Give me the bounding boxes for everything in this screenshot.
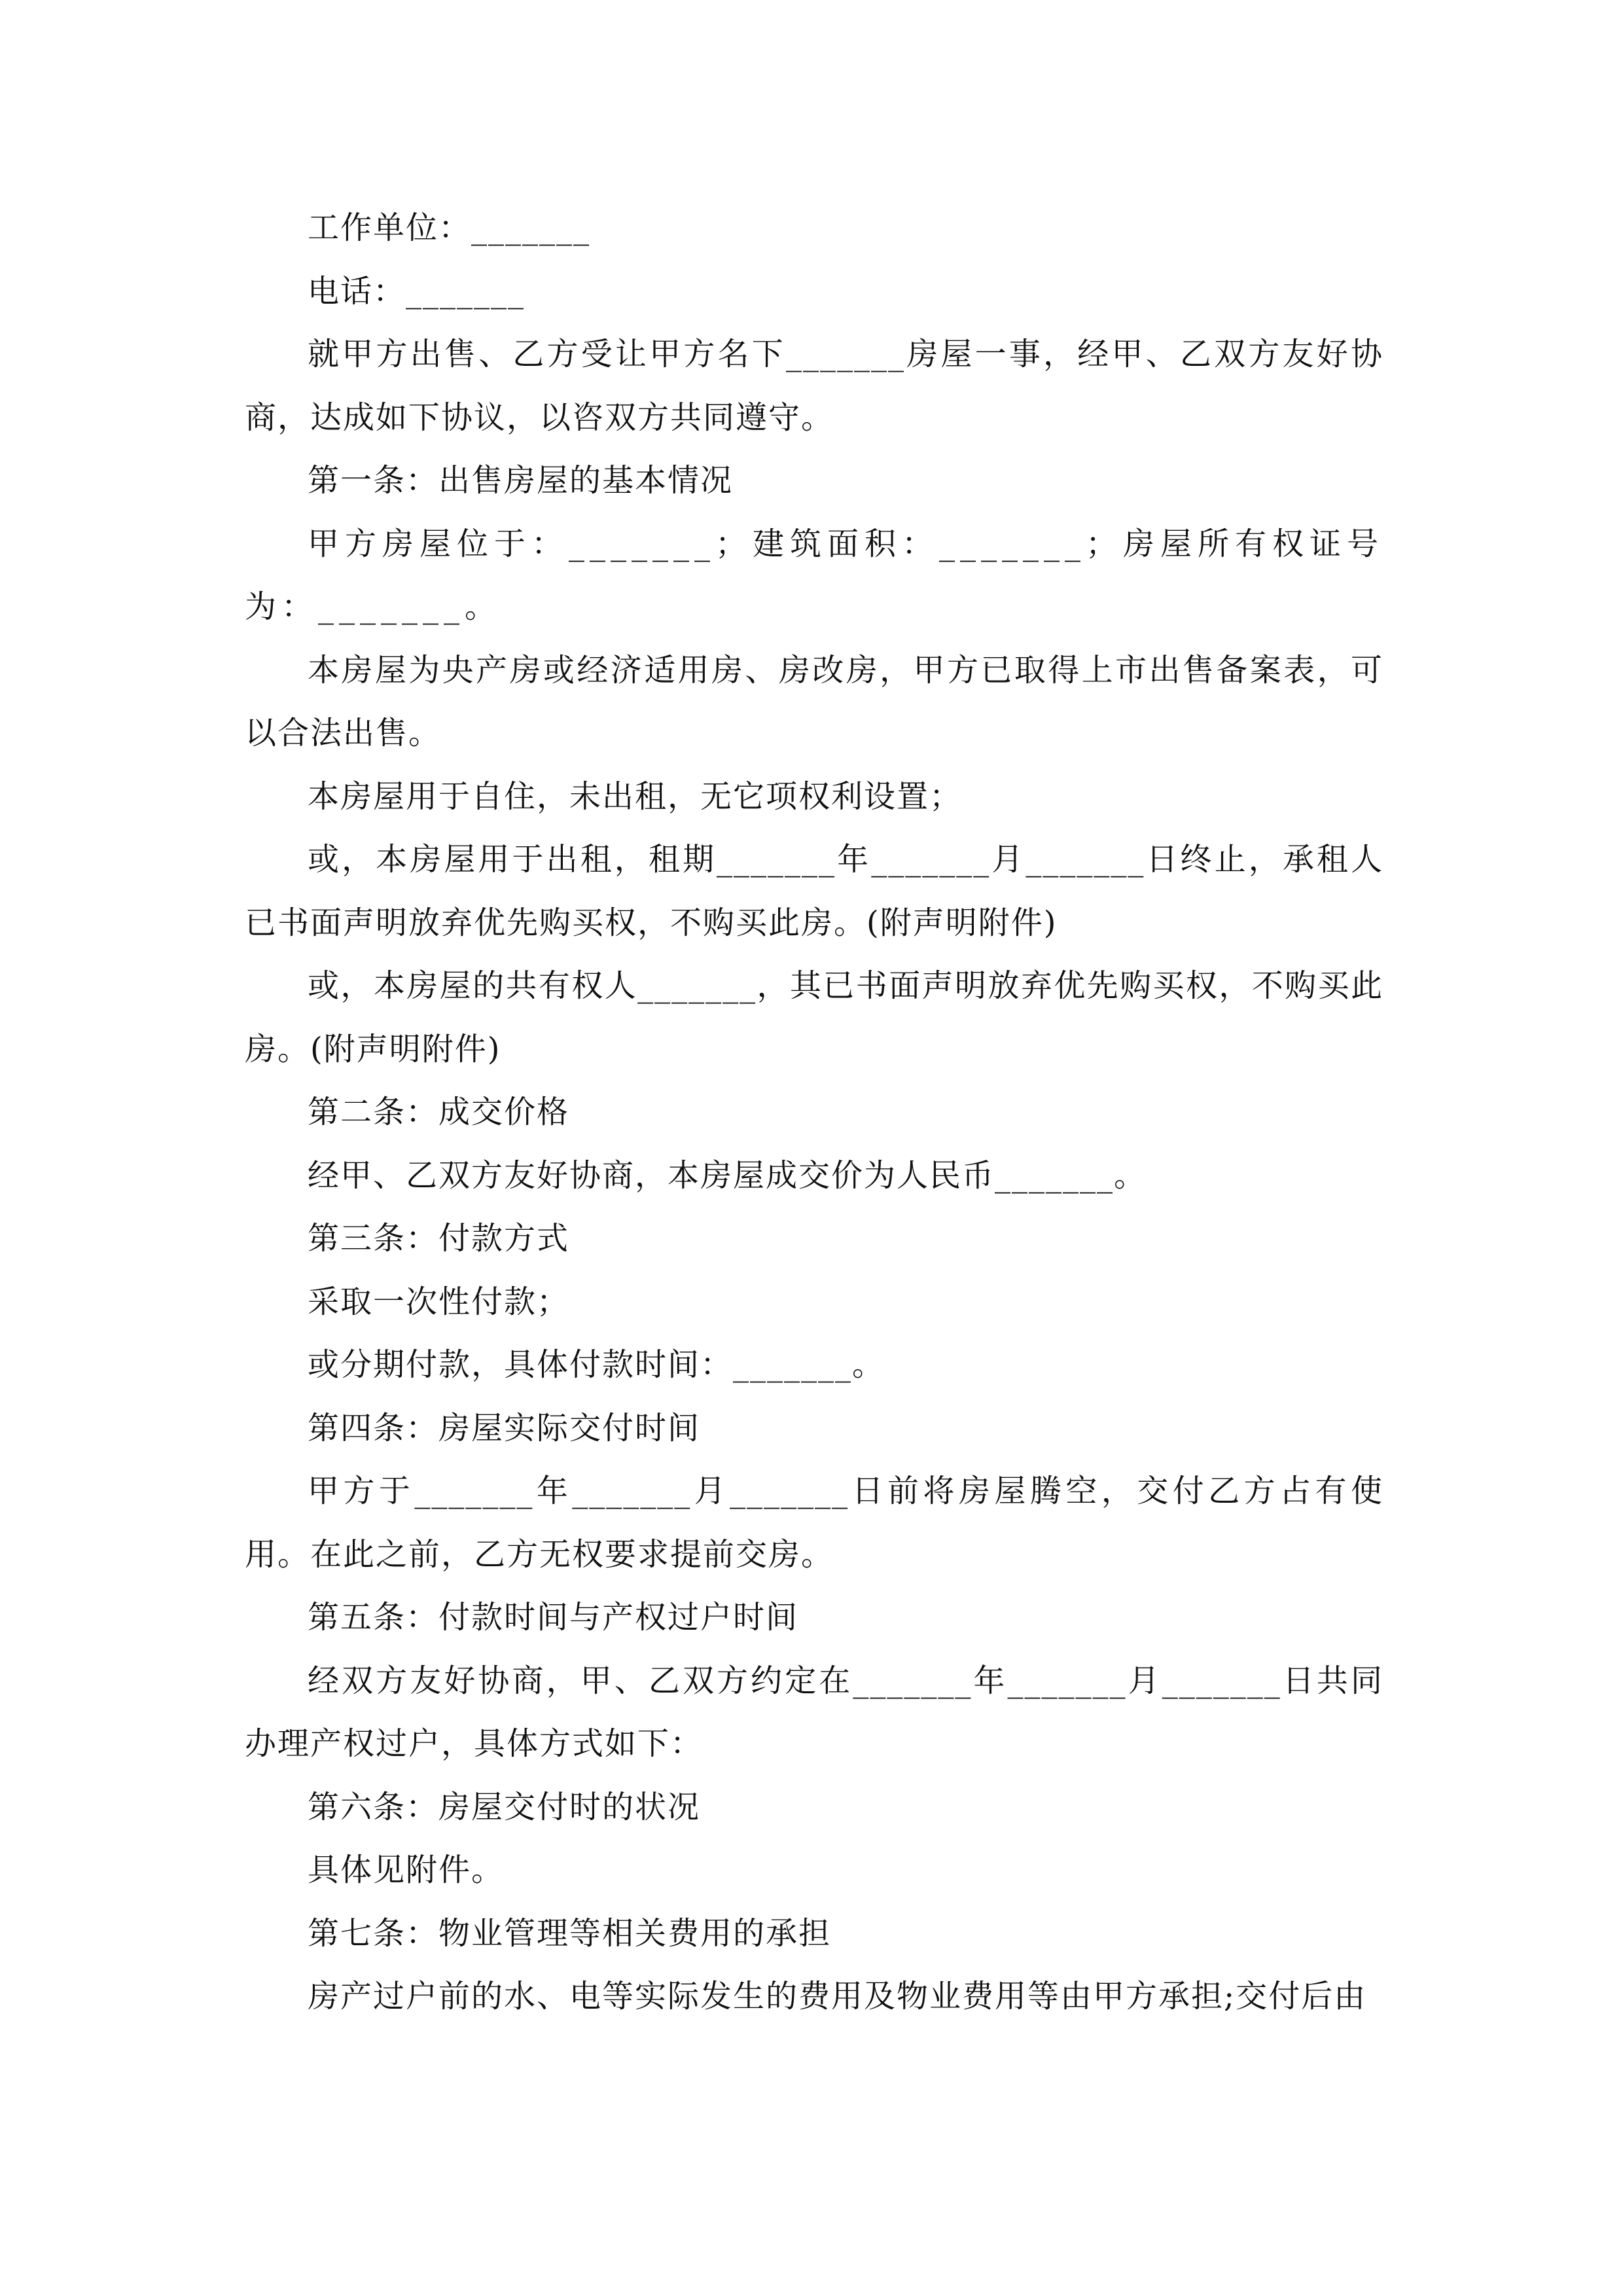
article-2-heading: 第二条：成交价格	[308, 1094, 570, 1130]
rental-paragraph: 或，本房屋用于出租，租期_______年_______月_______日终止，承租人已书面声明放弃优先购买权，不购买此房。(附声明附件)	[245, 841, 1383, 941]
article-3-heading: 第三条：付款方式	[308, 1220, 570, 1257]
installment-line: 或分期付款，具体付款时间：_______。	[308, 1346, 885, 1383]
co-owner-paragraph: 或，本房屋的共有权人_______，其已书面声明放弃优先购买权，不购买此房。(附声明附件)	[245, 967, 1383, 1067]
article-5-heading: 第五条：付款时间与产权过户时间	[308, 1599, 799, 1636]
self-use-paragraph: 本房屋用于自住，未出租，无它项权利设置；	[308, 778, 963, 815]
property-location-line: 甲方房屋位于：_______；建筑面积：_______；房屋所有权证号为：_______。	[245, 525, 1383, 625]
delivery-paragraph: 甲方于_______年_______月_______日前将房屋腾空，交付乙方占有使用。在此之前，乙方无权要求提前交房。	[245, 1473, 1383, 1573]
transfer-paragraph: 经双方友好协商，甲、乙双方约定在_______年_______月_______日共同办理产权过户，具体方式如下：	[245, 1662, 1383, 1762]
lump-sum-line: 采取一次性付款；	[308, 1283, 570, 1320]
fees-paragraph: 房产过户前的水、电等实际发生的费用及物业费用等由甲方承担;交付后由	[308, 1978, 1367, 2015]
article-4-heading: 第四条：房屋实际交付时间	[308, 1409, 701, 1446]
property-type-paragraph: 本房屋为央产房或经济适用房、房改房，甲方已取得上市出售备案表，可以合法出售。	[245, 651, 1383, 751]
agreement-intro: 就甲方出售、乙方受让甲方名下_______房屋一事，经甲、乙双方友好协商，达成如下协议，以咨双方共同遵守。	[245, 336, 1383, 436]
article-1-heading: 第一条：出售房屋的基本情况	[308, 462, 734, 499]
phone-line: 电话：_______	[308, 272, 526, 310]
work-unit-line: 工作单位：_______	[308, 209, 591, 246]
article-7-heading: 第七条：物业管理等相关费用的承担	[308, 1914, 832, 1952]
contract-body	[245, 196, 1383, 2028]
article-6-heading: 第六条：房屋交付时的状况	[308, 1788, 701, 1825]
price-paragraph: 经甲、乙双方友好协商，本房屋成交价为人民币_______。	[308, 1157, 1147, 1194]
attachment-line: 具体见附件。	[308, 1852, 505, 1888]
